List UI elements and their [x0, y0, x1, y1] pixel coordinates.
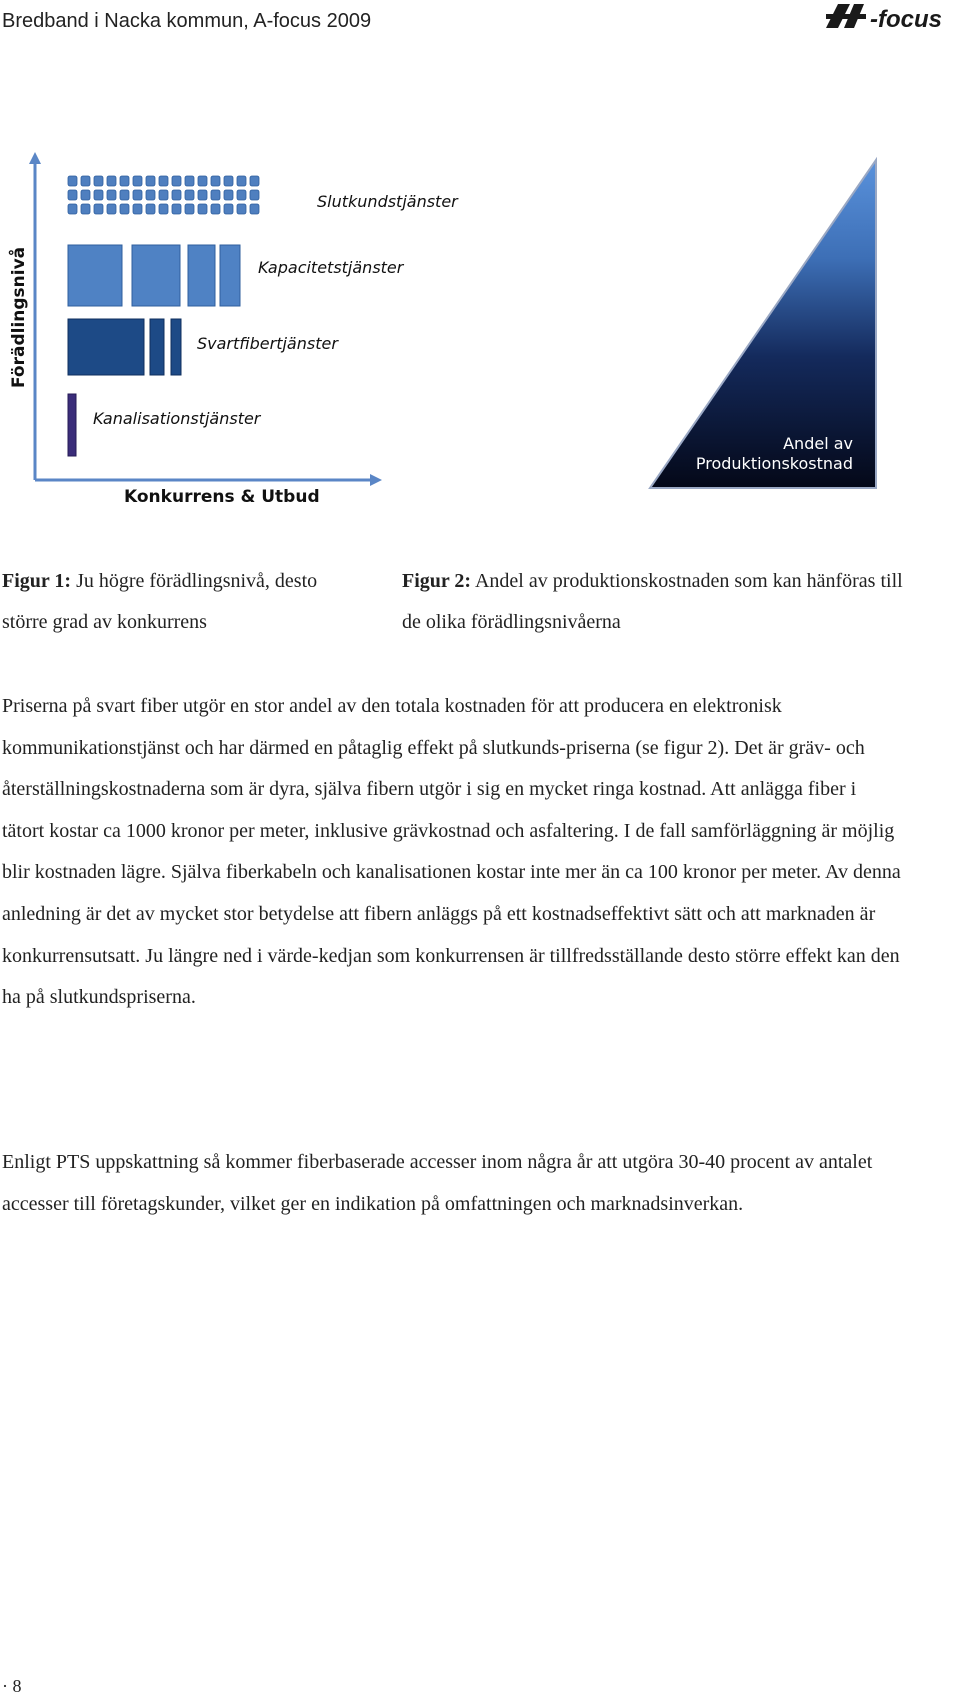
slutkund-block: [81, 190, 90, 200]
slutkund-block: [107, 204, 116, 214]
slutkund-block: [237, 176, 246, 186]
slutkund-block: [198, 190, 207, 200]
figure2-caption: [402, 561, 922, 643]
level-label-kapacitetstjanster: Kapacitetstjänster: [258, 258, 404, 277]
slutkund-block: [159, 204, 168, 214]
slutkund-block: [133, 204, 142, 214]
level-label-svartfibertjanster: Svartfibertjänster: [197, 334, 338, 353]
kapacitet-block: [220, 245, 240, 306]
slutkund-block: [146, 204, 155, 214]
slutkund-block: [120, 190, 129, 200]
slutkund-block: [185, 204, 194, 214]
slutkund-block: [81, 204, 90, 214]
document-header-title: Bredband i Nacka kommun, A-focus 2009: [2, 10, 372, 32]
slutkund-block: [68, 190, 77, 200]
triangle-label-line1: Andel av: [783, 434, 853, 453]
slutkund-block: [198, 176, 207, 186]
figure2-cost-share-diagram: [640, 158, 880, 490]
figure1-caption-text: Ju högre förädlingsnivå, desto större grad av konkurrens: [2, 570, 318, 633]
kapacitet-block: [68, 245, 122, 306]
slutkund-block: [133, 190, 142, 200]
slutkund-block: [172, 190, 181, 200]
svartfiber-block: [68, 319, 144, 375]
slutkund-block: [250, 190, 259, 200]
slutkund-block: [224, 204, 233, 214]
x-axis-label: Konkurrens & Utbud: [124, 487, 320, 507]
x-axis-arrow: [370, 474, 382, 486]
slutkund-block: [159, 176, 168, 186]
slutkund-block: [94, 190, 103, 200]
svartfiber-block: [171, 319, 181, 375]
slutkund-block: [250, 176, 259, 186]
figure1-caption-label: Figur 1:: [2, 570, 72, 592]
slutkund-block: [172, 176, 181, 186]
slutkund-block: [211, 190, 220, 200]
slutkundstjanster-blocks: [68, 176, 259, 214]
slutkund-block: [68, 176, 77, 186]
level-label-kanalisationstjanster: Kanalisationstjänster: [93, 409, 261, 428]
slutkund-block: [107, 176, 116, 186]
slutkund-block: [172, 204, 181, 214]
slutkund-block: [185, 190, 194, 200]
body-paragraph-2: Enligt PTS uppskattning så kommer fiberbaserade accesser inom några år att utgöra 30-40 procent av antalet accesser till företagskunder, vilket ger en indikation på omfattningen och marknadsinverkan.: [2, 1151, 873, 1215]
level-label-slutkundstjanster: Slutkundstjänster: [317, 192, 458, 211]
a-focus-logo: [824, 0, 960, 34]
svartfiber-block: [150, 319, 164, 375]
slutkund-block: [133, 176, 142, 186]
slutkund-block: [146, 176, 155, 186]
slutkund-block: [120, 176, 129, 186]
kanalisation-block: [68, 394, 76, 456]
y-axis-arrow: [29, 152, 41, 164]
slutkund-block: [107, 190, 116, 200]
slutkund-block: [211, 176, 220, 186]
slutkund-block: [68, 204, 77, 214]
figure2-caption-text: Andel av produktionskostnaden som kan hänföras till de olika förädlingsnivåerna: [402, 570, 903, 633]
slutkund-block: [237, 190, 246, 200]
figure2-caption-label: Figur 2:: [402, 570, 472, 592]
svg-text:-focus: -focus: [870, 6, 942, 33]
slutkund-block: [224, 190, 233, 200]
slutkund-block: [94, 204, 103, 214]
figure1-value-chain-diagram: [0, 150, 458, 510]
slutkund-block: [146, 190, 155, 200]
kapacitet-block: [132, 245, 180, 306]
slutkund-block: [198, 204, 207, 214]
slutkund-block: [237, 204, 246, 214]
body-paragraph-1: Priserna på svart fiber utgör en stor andel av den totala kostnaden för att producera en elektronisk kommunikationstjänst och har därmed en påtaglig effekt på slutkunds-priserna (se figur 2). Det är gräv- och återställningskostnaderna som är dyra, själva fibern utgör i sig en mycket ringa kostnad. Att anlägga fiber i tätort kostar ca 1000 kronor per meter, inklusive grävkostnad och asfaltering. I de fall samförläggning är möjlig blir kostnaden lägre. Själva fiberkabeln och kanalisationen kostar inte mer än ca 100 kronor per meter. Av denna anledning är det av mycket stor betydelse att fibern anläggs på ett kostnadseffektivt sätt och att marknaden är konkurrensutsatt. Ju längre ned i värde-kedjan som konkurrensen är tillfredsställande desto större effekt kan den ha på slutkundspriserna.: [2, 695, 901, 1009]
page-number: · 8: [2, 1676, 22, 1696]
slutkund-block: [185, 176, 194, 186]
slutkund-block: [120, 204, 129, 214]
kapacitet-block: [188, 245, 215, 306]
slutkund-block: [211, 204, 220, 214]
slutkund-block: [94, 176, 103, 186]
triangle-label-line2: Produktionskostnad: [695, 454, 853, 473]
slutkund-block: [81, 176, 90, 186]
slutkund-block: [224, 176, 233, 186]
figure1-caption: [2, 561, 362, 643]
y-axis-label: Förädlingsnivå: [9, 246, 29, 388]
slutkund-block: [250, 204, 259, 214]
slutkund-block: [159, 190, 168, 200]
